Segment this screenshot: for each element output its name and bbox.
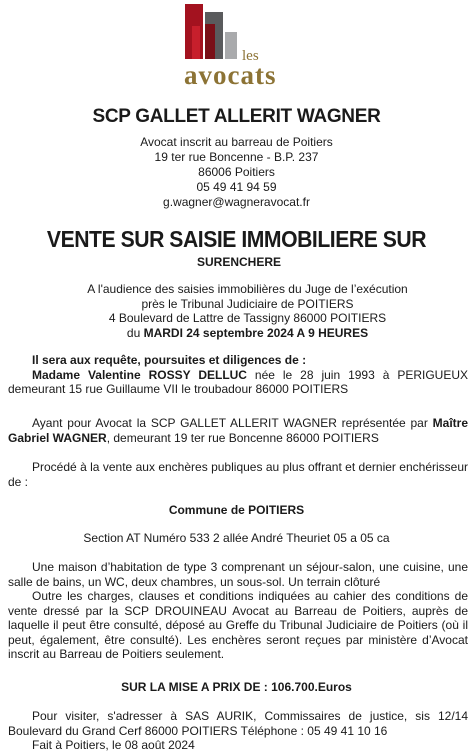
hearing-date-line: du MARDI 24 septembre 2024 A 9 HEURES: [126, 325, 369, 340]
request-paragraph: [8, 353, 468, 397]
firm-address-line: Avocat inscrit au barreau de Poitiers: [140, 135, 333, 149]
sale-title: VENTE SUR SAISIE IMMOBILIERE SUR: [46, 226, 427, 252]
firm-phone: 05 49 41 94 59: [196, 180, 277, 194]
sale-subtitle: SURENCHERE: [197, 255, 282, 269]
visit-paragraph: Pour visiter, s'adresser à SAS AURIK, Commissaires de justice, sis 12/14 Boulevard du Grand Cerf 86000 POITIERS Téléphone : 05 49 41 10 16 Fait à Poitiers, le 08 août 2024: [8, 709, 468, 752]
starting-price: SUR LA MISE A PRIX DE : 106.700.Euros: [121, 680, 352, 694]
auction-paragraph: Procédé à la vente aux enchères publiques au plus offrant et dernier enchérisseur de :: [8, 460, 468, 489]
logo-block-red-small: [192, 26, 200, 59]
party-details: née le 28 juin 1993 à PERIGUEUX demeurant 15 rue Guillaume VII le troubadour 86000 POITIERS: [8, 367, 468, 396]
hearing-date: MARDI 24 septembre 2024 A 9 HEURES: [143, 325, 369, 340]
logo-les-text: les: [242, 48, 259, 64]
les-avocats-logo: [180, 4, 300, 94]
logo-block-gray: [225, 32, 237, 59]
done-at: Fait à Poitiers, le 08 août 2024: [32, 738, 195, 752]
logo-avocats-text: avocats: [184, 60, 277, 90]
request-heading: Il sera aux requête, poursuites et diligences de :: [32, 353, 307, 367]
property-description: Une maison d’habitation de type 3 comprenant un séjour-salon, une cuisine, une salle de bains, un WC, deux chambres, un sous-sol. Un terrain clôturé Outre les charges, clauses et conditions indiquées au cahier des conditions de vente dressé par la SCP DROUINEAU Avocat au Barreau de Poitiers, auprès de laquelle il peut être consulté, déposé au Greffe du Tribunal Judiciaire de Poitiers (où il peut, également, être consulté). Les enchères seront reçues par ministère d’Avocat inscrit au Barreau de Poitiers seulement.: [8, 560, 468, 661]
hearing-line: 4 Boulevard de Lattre de Tassigny 86000 POITIERS: [108, 311, 387, 325]
firm-name: SCP GALLET ALLERIT WAGNER: [92, 106, 381, 127]
firm-email: g.wagner@wagneravocat.fr: [163, 195, 310, 209]
party-name: Madame Valentine ROSSY DELLUC: [32, 367, 247, 382]
hearing-line: près le Tribunal Judiciaire de POITIERS: [141, 296, 354, 311]
lawyer-paragraph: Ayant pour Avocat la SCP GALLET ALLERIT WAGNER représentée par Maître Gabriel WAGNER, demeurant 19 ter rue Boncenne 86000 POITIERS: [8, 416, 468, 445]
cadastral-section: Section AT Numéro 533 2 allée André Theuriet 05 a 05 ca: [83, 531, 390, 545]
firm-address-line: 19 ter rue Boncenne - B.P. 237: [154, 150, 319, 164]
lawyer-name: Maître Gabriel WAGNER: [8, 416, 468, 445]
firm-address-line: 86006 Poitiers: [198, 165, 275, 179]
hearing-info: [0, 282, 473, 340]
hearing-line: A l'audience des saisies immobilières du Juge de l’exécution: [87, 282, 408, 296]
logo-block-darkred: [205, 24, 215, 59]
sale-conditions: Outre les charges, clauses et conditions indiquées au cahier des conditions de vente dressé par la SCP DROUINEAU Avocat au Barreau de Poitiers, auprès de laquelle il peut être consulté, déposé au Greffe du Tribunal Judiciaire de Poitiers (où il peut, également, être consulté). Les enchères seront reçues par ministère d’Avocat inscrit au Barreau de Poitiers seulement.: [8, 589, 468, 661]
firm-address: [0, 135, 473, 210]
commune-heading: Commune de POITIERS: [168, 503, 305, 517]
